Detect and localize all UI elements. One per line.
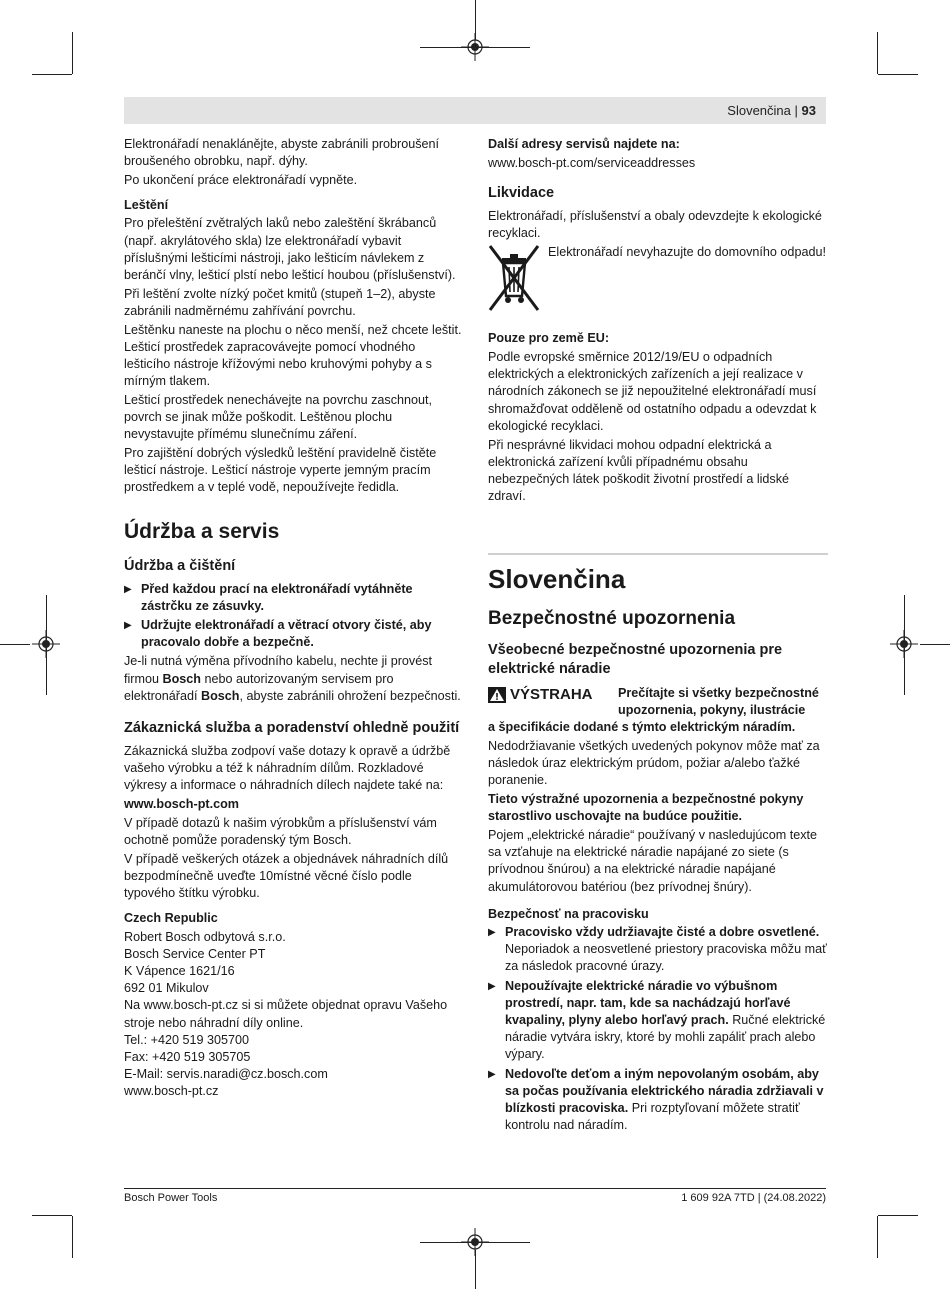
warning-block bbox=[488, 685, 828, 719]
bullet-item: ▶ Udržujte elektronářadí a větrací otvory čisté, aby pracovalo dobře a bezpečně. bbox=[124, 617, 464, 651]
bullet-item bbox=[488, 1066, 828, 1135]
eu-heading: Pouze pro země EU: bbox=[488, 331, 610, 346]
bullet-text: Pri rozptyľovaní môžete stratiť kontrolu nad náradím. bbox=[505, 1101, 800, 1133]
paragraph: Při nesprávné likvidaci mohou odpadní elektrická a elektronická zařízení kvůli případnému obsahu nebezpečných látek poškodit životní prostředí a lidské zdraví. bbox=[488, 437, 790, 504]
header-text bbox=[727, 103, 816, 118]
crop-mark bbox=[0, 644, 30, 645]
crop-mark bbox=[904, 595, 905, 695]
footer-rule bbox=[124, 1188, 826, 1189]
footer-brand: Bosch Power Tools bbox=[124, 1192, 218, 1204]
subsection-heading-work-area: Bezpečnosť na pracovisku bbox=[488, 906, 649, 921]
page-number: 93 bbox=[801, 103, 816, 118]
bullet-item bbox=[488, 978, 828, 1064]
header-separator: | bbox=[794, 103, 798, 118]
section-title-safety: Bezpečnostné upozornenia bbox=[488, 607, 736, 629]
service-addresses-url: www.bosch-pt.com/serviceaddresses bbox=[488, 155, 696, 170]
subsection-heading-general-safety: Všeobecné bezpečnostné upozornenia pre elektrické náradie bbox=[488, 641, 783, 677]
paragraph: Po ukončení práce elektronářadí vypněte. bbox=[124, 172, 358, 187]
crop-mark bbox=[32, 1215, 72, 1216]
paragraph: Lešticí prostředek nenechávejte na povrchu zaschnout, povrch se jinak může poškodit. Leštěnou plochu nevystavujte přímému slunečnímu záření. bbox=[124, 392, 433, 442]
section-title-maintenance: Údržba a servis bbox=[124, 519, 280, 543]
address-line: www.bosch-pt.cz bbox=[124, 1084, 219, 1099]
warning-lead-continued: a špecifikácie dodané s týmto elektrickým náradím. bbox=[488, 720, 796, 735]
page-header bbox=[124, 97, 826, 124]
bullet-bold-text: Pracovisko vždy udržiavajte čisté a dobre osvetlené. bbox=[505, 924, 820, 939]
language-section-title: Slovenčina bbox=[488, 563, 626, 594]
paragraph: Elektronářadí, příslušenství a obaly odevzdejte k ekologické recyklaci. bbox=[488, 208, 822, 241]
left-column bbox=[124, 136, 464, 1101]
crossed-out-bin-icon bbox=[488, 244, 540, 316]
warning-triangle-icon bbox=[488, 687, 506, 703]
text-run: Je-li nutná výměna přívodního kabelu, nechte ji provést firmou bbox=[124, 654, 433, 686]
bullet-text: Neporiadok a neosvetlené priestory pracoviska môžu mať za následok pracovné úrazy. bbox=[505, 942, 827, 974]
bullet-item bbox=[488, 924, 828, 976]
crop-mark bbox=[878, 1215, 918, 1216]
bullet-bold-text: Nepoužívajte elektrické náradie vo výbušnom prostredí, napr. tam, kde sa nachádzajú horľavé kvapaliny, plyny alebo horľavý prach. bbox=[505, 978, 791, 1027]
text-run: , abyste zabránili ohrožení bezpečnosti. bbox=[239, 688, 461, 703]
crop-mark bbox=[877, 1216, 878, 1258]
right-column bbox=[488, 136, 828, 1136]
address-line: Na www.bosch-pt.cz si si můžete objednat opravu Vašeho stroje nebo náhradní díly online. bbox=[124, 998, 448, 1030]
paragraph-cable bbox=[124, 653, 464, 705]
brand-name: Bosch bbox=[162, 671, 201, 686]
crop-mark bbox=[46, 595, 47, 695]
address-line: E-Mail: servis.naradi@cz.bosch.com bbox=[124, 1067, 328, 1082]
disposal-notice bbox=[488, 244, 828, 324]
paragraph: Podle evropské směrnice 2012/19/EU o odpadních elektrických a elektronických zařízeních a její realizace v národních zákonech se již nepoužitelné elektronářadí musí shromažďovat odděleně od ostatního odpadu a odevzdat k ekologické recyklaci. bbox=[488, 350, 817, 433]
section-heading-polishing: Leštění bbox=[124, 198, 169, 213]
crop-mark bbox=[877, 32, 878, 74]
bullet-item: ▶ Před každou prací na elektronářadí vytáhněte zástrčku ze zásuvky. bbox=[124, 581, 464, 615]
address-line: Robert Bosch odbytová s.r.o. bbox=[124, 929, 286, 944]
paragraph: Nedodržiavanie všetkých uvedených pokynov môže mať za následok úraz elektrickým prúdom, požiar a/alebo ťažké poranenie. bbox=[488, 738, 820, 788]
warning-lead-text: Prečítajte si všetky bezpečnostné upozornenia, pokyny, ilustrácie bbox=[618, 685, 819, 718]
address-line: Tel.: +420 519 305700 bbox=[124, 1032, 249, 1047]
text-run: nebo autorizovaným servisem pro elektronářadí bbox=[124, 671, 394, 703]
address-block bbox=[124, 929, 464, 1101]
paragraph: V případě veškerých otázek a objednávek náhradních dílů bezpodmínečně uveďte 10místné věcné číslo podle typového štítku výrobku. bbox=[124, 851, 449, 901]
paragraph: Při leštění zvolte nízký počet kmitů (stupeň 1–2), abyste zabránili nadměrnému zahřívání povrchu. bbox=[124, 286, 436, 318]
header-language: Slovenčina bbox=[727, 103, 791, 118]
crop-mark bbox=[72, 1216, 73, 1258]
paragraph: Leštěnku naneste na plochu o něco menší, než chcete leštit. Lešticí prostředek zapracovávejte pomocí vhodného lešticího nástroje křížovými nebo kruhovými pohyby a s mírným tlakem. bbox=[124, 322, 462, 389]
crop-mark bbox=[32, 74, 72, 75]
country-heading: Czech Republic bbox=[124, 911, 218, 926]
brand-name: Bosch bbox=[201, 688, 240, 703]
paragraph: Pojem „elektrické náradie“ používaný v nasledujúcom texte sa vzťahuje na elektrické náradie napájané zo siete (s prívodnou šnúrou) a na elektrické náradie napájané akumulátorovou batériou (bez prívodnej šnúry). bbox=[488, 827, 817, 894]
address-line: Bosch Service Center PT bbox=[124, 946, 266, 961]
subsection-heading-disposal: Likvidace bbox=[488, 184, 555, 201]
more-addresses-heading: Další adresy servisů najdete na: bbox=[488, 137, 680, 151]
warning-label: VÝSTRAHA bbox=[510, 685, 593, 703]
warning-badge bbox=[488, 685, 618, 705]
subsection-heading-cleaning: Údržba a čištění bbox=[124, 557, 236, 574]
address-line: K Vápence 1621/16 bbox=[124, 963, 235, 978]
registration-mark-icon bbox=[461, 1228, 489, 1256]
disposal-icon-text: Elektronářadí nevyhazujte do domovního odpadu! bbox=[548, 245, 826, 260]
section-divider bbox=[488, 553, 828, 555]
crop-mark bbox=[920, 644, 950, 645]
footer-doc-number: 1 609 92A 7TD | (24.08.2022) bbox=[681, 1192, 826, 1204]
crop-mark bbox=[72, 32, 73, 74]
paragraph: Pro přeleštění zvětralých laků nebo zaleštění škrábanců (např. akrylátového skla) lze elektronářadí vybavit příslušnými lešticími nástroji, jako lešticím návlekem z beránčí vlny, lešticí plstí nebo lešticí houbou (příslušenství). bbox=[124, 216, 456, 282]
paragraph: Zákaznická služba zodpoví vaše dotazy k opravě a údržbě vašeho výrobku a též k náhradním dílům. Rozkladové výkresy a informace o náhradních dílech najdete také na: bbox=[124, 743, 451, 793]
paragraph: Pro zajištění dobrých výsledků leštění pravidelně čistěte lešticí nástroje. Lešticí nástroje vyperte jemným pracím prostředkem a v teplé vodě, nepoužívejte ředidla. bbox=[124, 445, 437, 495]
address-line: 692 01 Mikulov bbox=[124, 981, 209, 996]
paragraph: Elektronářadí nenaklánějte, abyste zabránili probroušení broušeného obrobku, např. dýhy. bbox=[124, 137, 440, 169]
paragraph-keep-instructions: Tieto výstražné upozornenia a bezpečnostné pokyny starostlivo uschovajte na budúce použitie. bbox=[488, 792, 804, 824]
service-url: www.bosch-pt.com bbox=[124, 797, 239, 812]
address-line: Fax: +420 519 305705 bbox=[124, 1049, 251, 1064]
bullet-bold-text: Nedovoľte deťom a iným nepovolaným osobám, aby sa počas používania elektrického náradia zdržiavali v blízkosti pracoviska. bbox=[505, 1066, 824, 1116]
subsection-heading-customer-service: Zákaznická služba a poradenství ohledně použití bbox=[124, 719, 460, 736]
registration-mark-icon bbox=[461, 33, 489, 61]
crop-mark bbox=[878, 74, 918, 75]
bullet-text: Ručné elektrické náradie vytvára iskry, ktoré by mohli zapáliť prach alebo výpary. bbox=[505, 1013, 826, 1062]
paragraph: V případě dotazů k našim výrobkům a příslušenství vám ochotně pomůže poradenský tým Bosch. bbox=[124, 815, 437, 847]
